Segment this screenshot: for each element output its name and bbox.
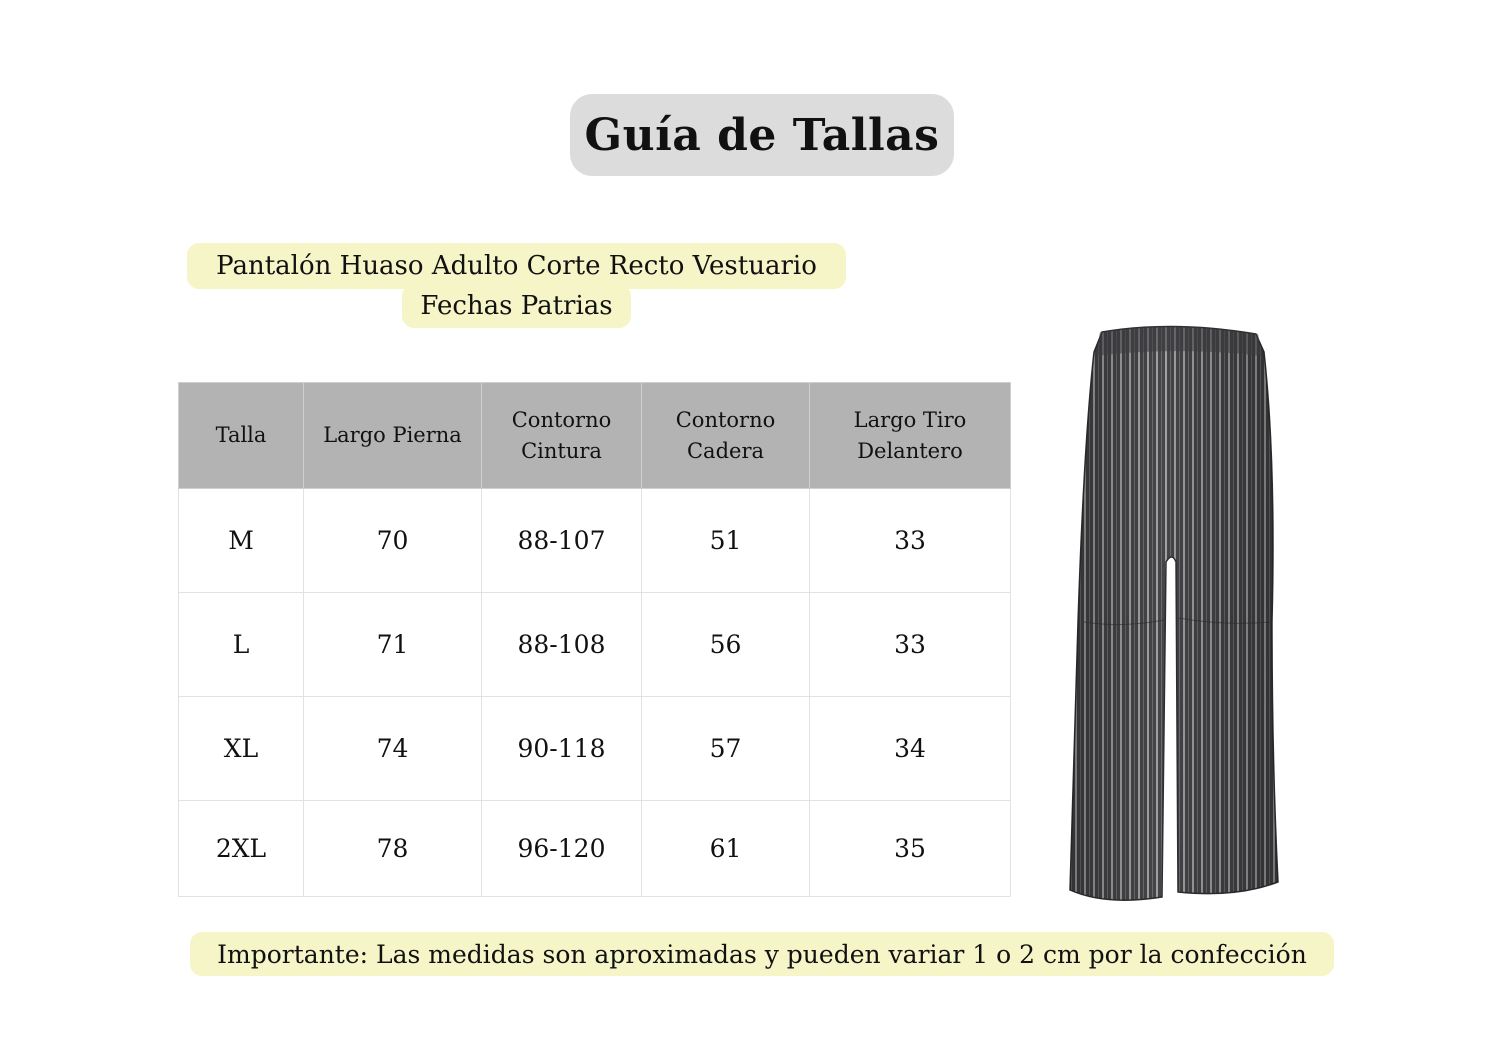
subtitle-line-1: Pantalón Huaso Adulto Corte Recto Vestuario	[187, 243, 846, 289]
header-largo-pierna-label: Largo Pierna	[323, 423, 462, 447]
cell-largo-tiro: 34	[810, 697, 1011, 801]
cell-talla: L	[179, 593, 304, 697]
cell-contorno-cintura: 90-118	[482, 697, 642, 801]
cell-largo-tiro: 33	[810, 489, 1011, 593]
cell-contorno-cadera: 57	[642, 697, 810, 801]
header-largo-pierna	[304, 383, 482, 489]
title-box	[570, 94, 954, 176]
header-largo-tiro-line1: Largo Tiro	[853, 407, 967, 432]
header-contorno-cadera-line2: Cadera	[686, 438, 765, 463]
table-row	[179, 489, 1011, 593]
important-note: Importante: Las medidas son aproximadas y pueden variar 1 o 2 cm por la confección	[190, 932, 1334, 976]
header-largo-tiro	[810, 383, 1011, 489]
cell-contorno-cadera: 51	[642, 489, 810, 593]
cell-largo-pierna: 78	[304, 801, 482, 897]
header-contorno-cintura-line2: Cintura	[521, 438, 602, 463]
table-header-row	[179, 383, 1011, 489]
cell-contorno-cintura: 88-107	[482, 489, 642, 593]
table-row	[179, 697, 1011, 801]
cell-talla: M	[179, 489, 304, 593]
cell-largo-pierna: 74	[304, 697, 482, 801]
header-contorno-cintura	[482, 383, 642, 489]
cell-largo-pierna: 70	[304, 489, 482, 593]
cell-talla: XL	[179, 697, 304, 801]
cell-contorno-cintura: 96-120	[482, 801, 642, 897]
page-title: Guía de Tallas	[584, 109, 940, 161]
cell-largo-tiro: 33	[810, 593, 1011, 697]
header-contorno-cadera	[642, 383, 810, 489]
size-table	[178, 382, 1011, 897]
header-talla	[179, 383, 304, 489]
header-contorno-cadera-line1: Contorno	[675, 407, 776, 432]
header-contorno-cintura-line1: Contorno	[511, 407, 612, 432]
cell-contorno-cadera: 61	[642, 801, 810, 897]
striped-pants-icon	[1066, 322, 1280, 904]
cell-talla: 2XL	[179, 801, 304, 897]
cell-contorno-cintura: 88-108	[482, 593, 642, 697]
cell-largo-pierna: 71	[304, 593, 482, 697]
cell-largo-tiro: 35	[810, 801, 1011, 897]
cell-contorno-cadera: 56	[642, 593, 810, 697]
header-talla-label: Talla	[215, 423, 267, 447]
header-largo-tiro-line2: Delantero	[857, 438, 963, 463]
subtitle-line-2: Fechas Patrias	[402, 284, 631, 328]
table-row	[179, 801, 1011, 897]
table-row	[179, 593, 1011, 697]
